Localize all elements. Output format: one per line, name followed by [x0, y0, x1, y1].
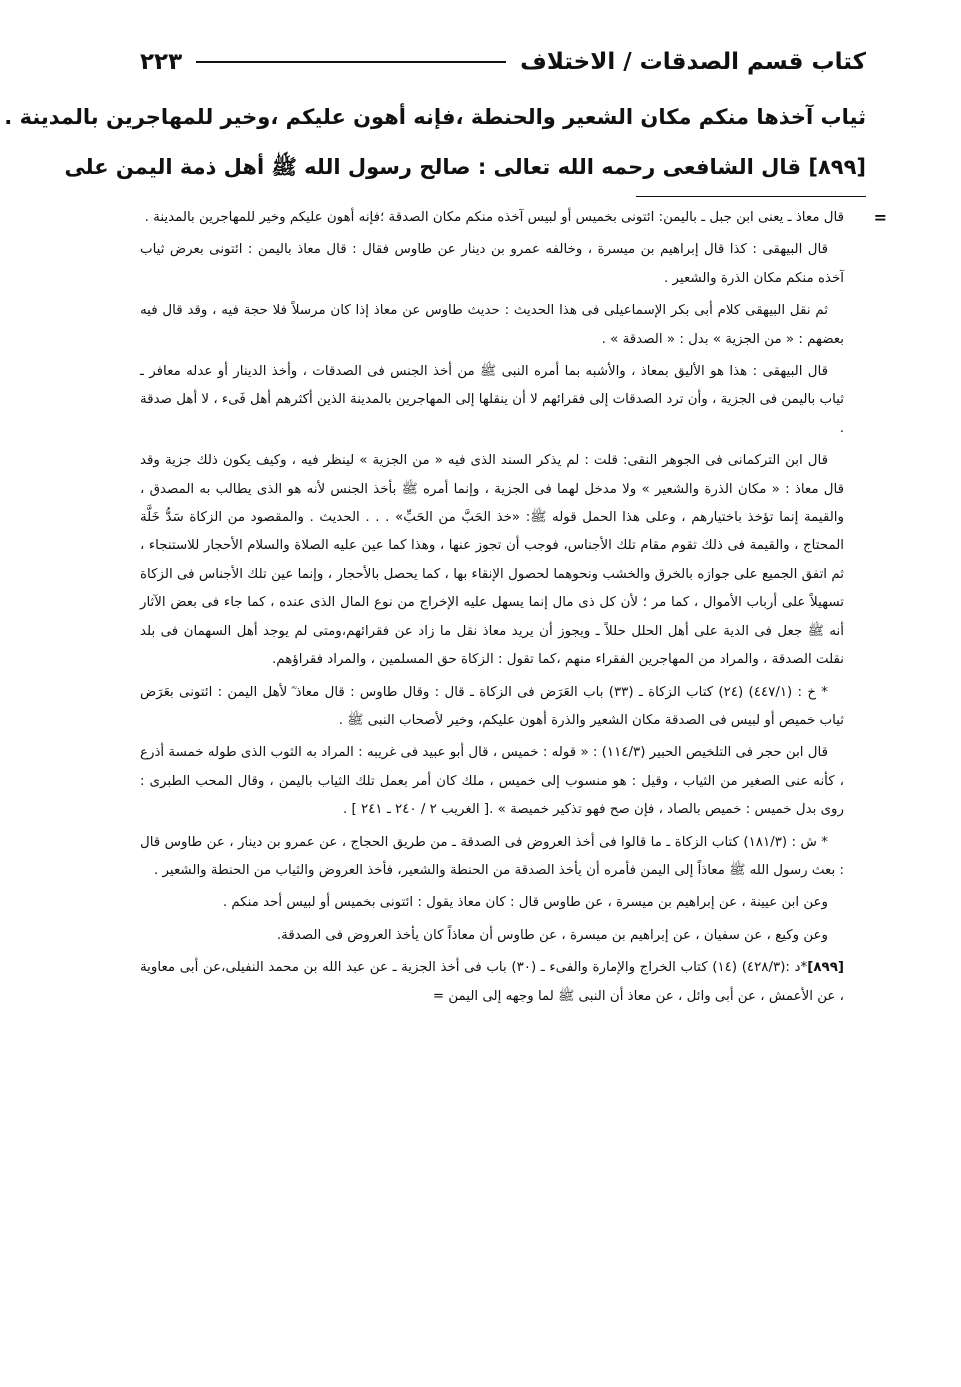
main-text-line-1: ثياب آخذها منكم مكان الشعير والحنطة ،فإنه أهون عليكم ،وخير للمهاجرين بالمدينة . — [4, 105, 866, 129]
footnote-text: *د :(٤٢٨/٣) (١٤) كتاب الخراج والإمارة والفىء ـ (٣٠) باب فى أخذ الجزية ـ عن عبد الله بن محمد النفيلى،عن أبى معاوية ، عن الأعمش ، عن أبى وائل ، عن معاذ أن النبى ﷺ لما وجهه إلى اليمن = — [140, 960, 844, 1004]
footnote-paragraph: قال البيهقى : هذا هو الأليق بمعاذ ، والأشبه بما أمره النبى ﷺ من أخذ الجنس فى الصدقات ، وأخذ الدينار أو عدله معافر ـ ثياب باليمن فى الجزية ، وأن ترد الصدقات إلى فقرائهم لا أن ينقلها إلى المهاجرين بالمدينة الذين أكثرهم أهل فَىء ، لا أهل صدقة . — [140, 364, 844, 436]
footnotes — [140, 204, 844, 1015]
footnote-paragraph-hadith-899 — [140, 954, 844, 1011]
footnote-paragraph: قال ابن التركمانى فى الجوهر النقى: قلت : لم يذكر السند الذى فيه « من الجزية » لينظر فيه ، وكيف يكون ذلك جزية وقد قال معاذ : « مكان الذرة والشعير » ولا مدخل لهما فى الجزية ، وإنما أمره ﷺ بأخذ الجنس لأنه هو الذى يطالب به المصدق ، والقيمة إنما تؤخذ باختيارهم ، وعلى هذا الحمل قوله ﷺ: «خذ الحَبَّ من الحَبِّ» . . . الحديث . والمقصود من الزكاة سَدُّ خَلَّة المحتاج ، والقيمة فى ذلك تقوم مقام تلك الأجناس، فوجب أن تجوز عنها ، وهذا كما عين عليه الصلاة والسلام الأحجار للاستنجاء ، ثم اتفق الجميع على جوازه بالخرق والخشب ونحوهما لحصول الإنقاء بها ، كما يحصل بالأحجار ، وإنما عين تلك الأجناس فى الزكاة تسهيلاً على أرباب الأموال ، كما مر ؛ لأن كل ذى مال إنما يسهل عليه الإخراج من نوع المال الذى عنده ، كما جاء فى بعض الآثار أنه ﷺ جعل فى الدية على أهل الحلل حللاً ـ ويجوز أن يريد معاذ نقل ما زاد عن فقرائهم،ومتى لم يوجد أهل السهمان فى بلد نقلت الصدقة ، والمراد من المهاجرين الفقراء منهم ،كما تقول : الزكاة حق المسلمين ، والمراد فقراؤهم. — [140, 453, 844, 668]
footnote-hadith-number: [٨٩٩] — [807, 960, 845, 976]
main-text — [4, 92, 866, 192]
footnote-separator — [636, 196, 866, 197]
page-number: ٢٢٣ — [140, 49, 183, 75]
footnote-paragraph: * خ : (٤٤٧/١) (٢٤) كتاب الزكاة ـ (٣٣) باب العَرَض فى الزكاة ـ قال : وقال طاوس : قال معاذ ؓ لأهل اليمن : ائتونى بعَرَض ثياب خميص أو لبيس فى الصدقة مكان الشعير والذرة أهون عليكم، وخير لأصحاب النبى ﷺ . — [140, 684, 844, 728]
speaker: قال الشافعى — [662, 155, 802, 179]
main-text-line-2-rest: رحمه الله تعالى : صالح رسول الله ﷺ أهل ذمة اليمن على — [64, 155, 656, 179]
footnote-paragraph: ثم نقل البيهقى كلام أبى بكر الإسماعيلى فى هذا الحديث : حديث طاوس عن معاذ إذا كان مرسلاً فلا حجة فيه ، وقد قال فيه بعضهم : « من الجزية » بدل : « الصدقة » . — [140, 303, 844, 347]
footnote-paragraph: وعن وكيع ، عن سفيان ، عن إبراهيم بن ميسرة ، عن طاوس أن معاذاً كان يأخذ العروض فى الصدقة. — [276, 927, 828, 943]
main-text-line-2 — [64, 142, 866, 192]
footnote-paragraph: قال معاذ ـ يعنى ابن جبل ـ باليمن: ائتونى بخميس أو لبيس آخذه منكم مكان الصدقة ؛فإنه أهون عليكم وخير للمهاجرين بالمدينة . — [144, 210, 844, 225]
footnote-paragraph: وعن ابن عيينة ، عن إبراهيم بن ميسرة ، عن طاوس قال : كان معاذ يقول : ائتونى بخميس أو لبيس أحد منكم . — [222, 895, 828, 911]
footnote-paragraph: قال البيهقى : كذا قال إبراهيم بن ميسرة ، وخالفه عمرو بن دينار عن طاوس فقال : قال معاذ باليمن : ائتونى بعرض ثياب آخذه منكم مكان الذرة والشعير . — [140, 242, 844, 286]
continuation-mark: = — [873, 208, 887, 227]
footnote-paragraph: قال ابن حجر فى التلخيص الحبير (١١٤/٣) : « قوله : خميس ، قال أبو عبيد فى غريبه : المراد به الثوب الذى طوله خمسة أذرع ، كأنه عنى الصغير من الثياب ، وقيل : هو منسوب إلى خميس ، ملك كان أمر بعمل تلك الثياب باليمن ، وقال المحب الطبرى : روى بدل خميس : خميص بالصاد ، فإن صح فهو تذكير خميصة » .[ الغريب ٢ / ٢٤٠ ـ ٢٤١ ] . — [140, 745, 844, 818]
header-rule — [196, 61, 506, 63]
hadith-number: [٨٩٩] — [808, 155, 866, 179]
chapter-title: كتاب قسم الصدقات / الاختلاف — [520, 49, 866, 75]
footnote-paragraph: * ش : (١٨١/٣) كتاب الزكاة ـ ما قالوا فى أخذ العروض فى الصدقة ـ من طريق الحجاج ، عن عمرو بن دينار ، عن طاوس قال : بعث رسول الله ﷺ معاذاً إلى اليمن فأمره أن يأخذ الصدقة من الحنطة والشعير، فأخذ العروض والثياب من الحنطة والشعير . — [140, 834, 844, 878]
running-header — [140, 40, 866, 84]
